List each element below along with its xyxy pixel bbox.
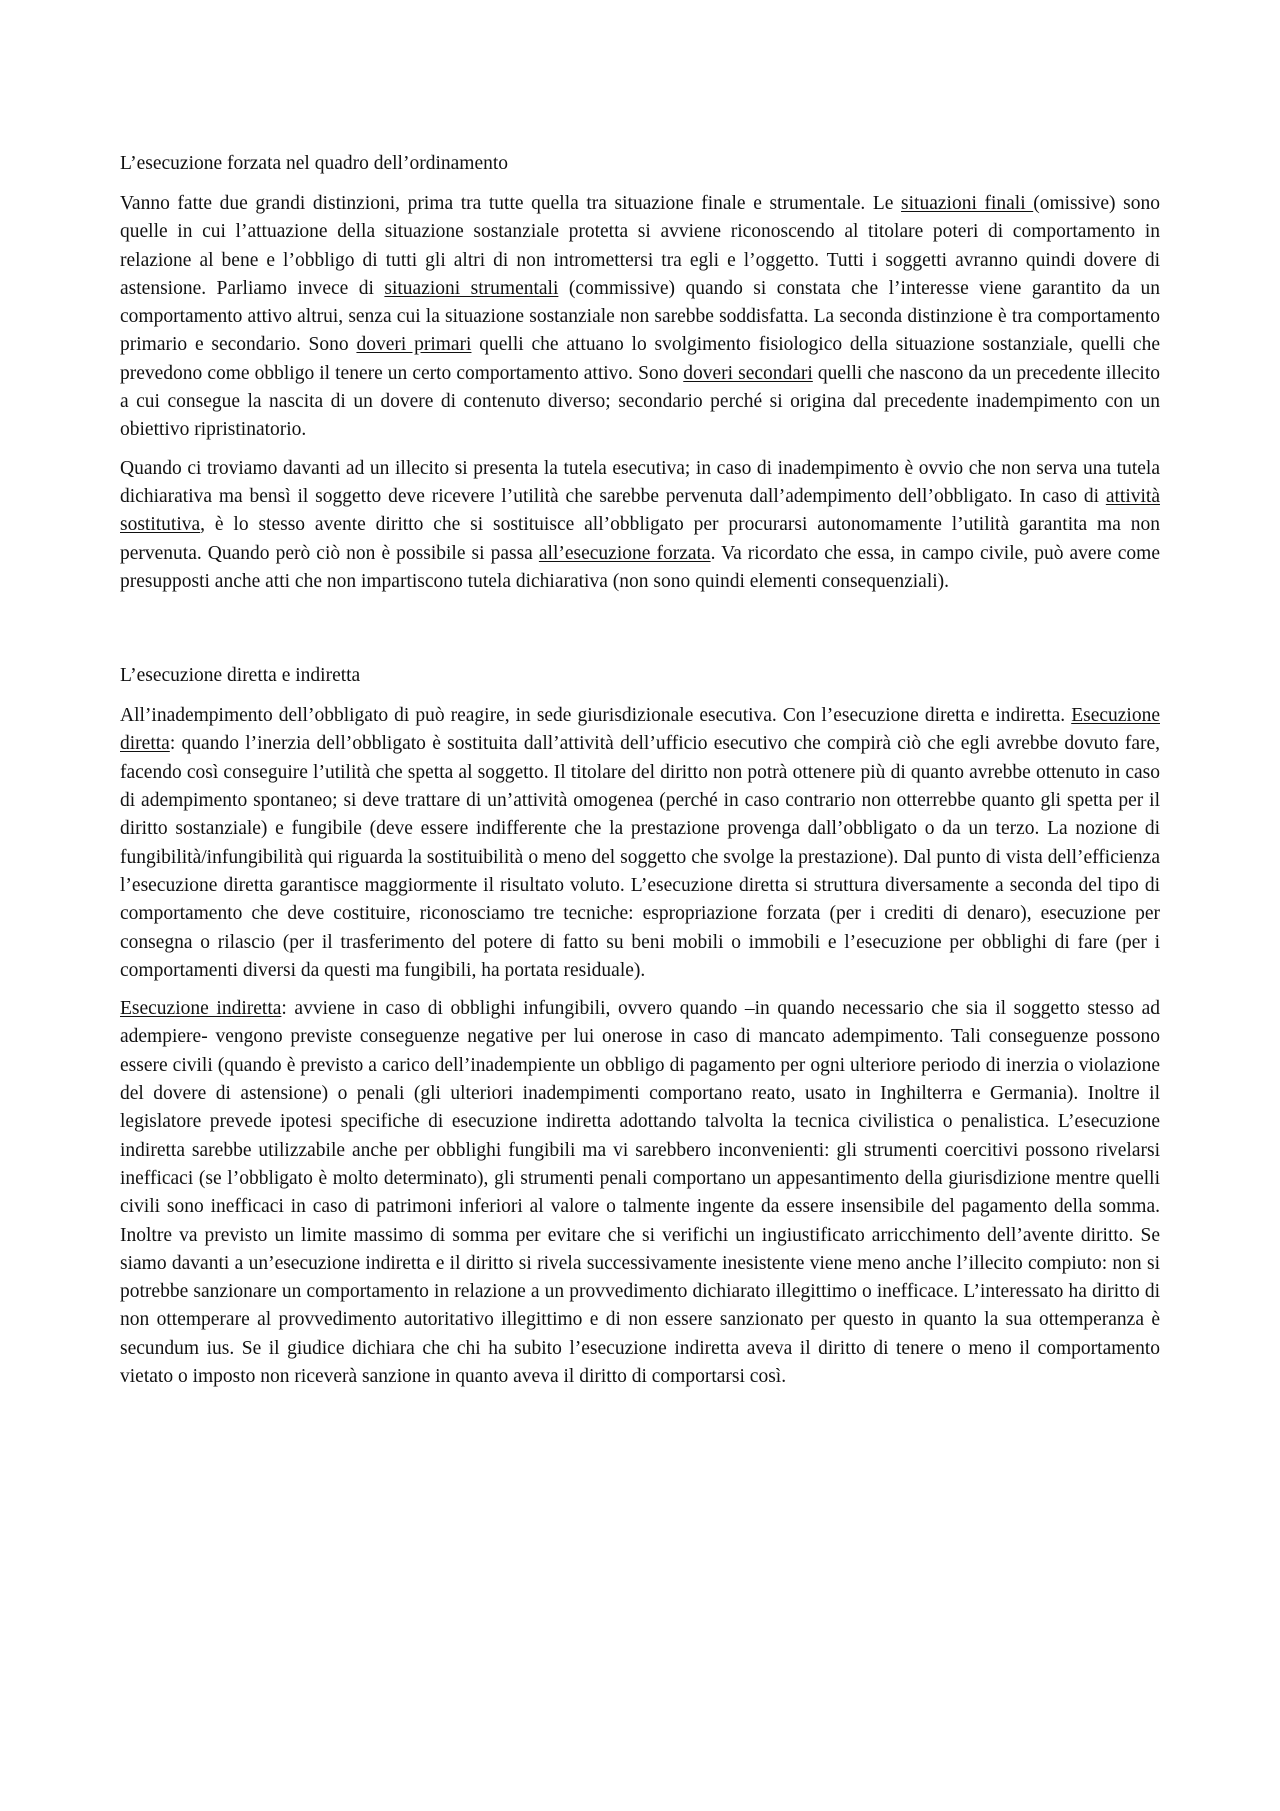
document-page — [120, 150, 1160, 1401]
text-run: Vanno fatte due grandi distinzioni, prima tra tutte quella tra situazione finale e strumentale. Le — [120, 193, 902, 214]
text-run: , è lo stesso avente diritto che si sostituisce all’obbligato per procurarsi autonomamente l’utilità garantita ma non pervenuta. Quando però ciò non è possibile si passa — [120, 514, 1160, 564]
underlined-term-situazioni-finali: situazioni finali — [901, 193, 1034, 214]
underlined-term-attivita-sostitutiva: attività sostitutiva — [120, 485, 1160, 536]
section-heading-esecuzione-forzata: L’esecuzione forzata nel quadro dell’ordinamento — [120, 153, 509, 174]
text-run: quelli che nascono da un precedente illecito a cui consegue la nascita di un dovere di contenuto diverso; secondario perché si origina dal precedente inadempimento con un obiettivo ripristinatorio. — [120, 362, 1160, 441]
section-spacer — [120, 606, 1160, 662]
paragraph-esecuzione-indiretta — [120, 995, 1160, 1391]
text-run: . Va ricordato che essa, in campo civile, può avere come presupposti anche atti che non impartiscono tutela dichiarativa (non sono quindi elementi consequenziali). — [120, 542, 1160, 592]
text-run: (omissive) sono quelle in cui l’attuazione della situazione sostanziale protetta si avviene riconoscendo al titolare poteri di comportamento in relazione al bene e l’obbligo di tutti gli altri di non intromettersi tra egli e l’oggetto. Tutti i soggetti avranno quindi dovere di astensione. Parliamo invece di — [120, 193, 1160, 299]
section-heading-esecuzione-diretta-indiretta: L’esecuzione diretta e indiretta — [120, 665, 361, 687]
underlined-term-esecuzione-forzata: all’esecuzione forzata — [538, 542, 711, 564]
paragraph-esecuzione-diretta — [120, 702, 1160, 985]
underlined-term-doveri-secondari: doveri secondari — [683, 362, 813, 384]
text-run: All’inadempimento dell’obbligato di può reagire, in sede giurisdizionale esecutiva. Con l’esecuzione diretta e indiretta. — [120, 705, 1072, 727]
text-run: Quando ci troviamo davanti ad un illecito si presenta la tutela esecutiva; in caso di inadempimento è ovvio che non serva una tutela dichiarativa ma bensì il soggetto deve ricevere l’utilità che sarebbe pervenuta dall’adempimento dell’obbligato. In caso di — [120, 457, 1160, 507]
paragraph-situazioni — [120, 190, 1160, 445]
underlined-term-esecuzione-diretta: Esecuzione diretta — [120, 705, 1160, 755]
paragraph-tutela-esecutiva — [120, 455, 1160, 596]
text-run: (commissive) quando si constata che l’interesse viene garantito da un comportamento attivo altrui, senza cui la situazione sostanziale non sarebbe soddisfatta. La seconda distinzione è tra comportamento primario e secondario. Sono — [120, 277, 1160, 356]
underlined-term-situazioni-strumentali: situazioni strumentali — [384, 277, 559, 299]
underlined-term-esecuzione-indiretta: Esecuzione indiretta — [120, 998, 282, 1020]
underlined-term-doveri-primari: doveri primari — [356, 334, 472, 356]
text-run: quelli che attuano lo svolgimento fisiologico della situazione sostanziale, quelli che prevedono come obbligo il tenere un certo comportamento attivo. Sono — [120, 334, 1160, 384]
text-run: : quando l’inerzia dell’obbligato è sostituita dall’attività dell’ufficio esecutivo che compirà ciò che egli avrebbe dovuto fare, facendo così conseguire l’utilità che spetta al soggetto. Il titolare del diritto non potrà ottenere più di quanto avrebbe ottenuto in caso di adempimento spontaneo; si deve trattare di un’attività omogenea (perché in caso contrario non otterrebbe quanto gli spetta per il diritto sostanziale) e fungibile (deve essere indifferente che la prestazione provenga dall’obbligato o da un terzo. La nozione di fungibilità/infungibilità qui riguarda la sostituibilità o meno del soggetto che svolge la prestazione). Dal punto di vista dell’efficienza l’esecuzione diretta garantisce maggiormente il risultato voluto. L’esecuzione diretta si struttura diversamente a seconda del tipo di comportamento che deve costituire, riconosciamo tre tecniche: espropriazione forzata (per i crediti di denaro), esecuzione per consegna o rilascio (per il trasferimento del potere di fatto su beni mobili o immobili e l’esecuzione per obblighi di fare (per i comportamenti diversi da questi ma fungibili, ha portata residuale). — [120, 733, 1160, 981]
text-run: : avviene in caso di obblighi infungibili, ovvero quando –in quando necessario che sia il soggetto stesso ad adempiere- vengono previste conseguenze negative per lui onerose in caso di mancato adempimento. Tali conseguenze possono essere civili (quando è previsto a carico dell’inadempiente un obbligo di pagamento per ogni ulteriore periodo di inerzia o violazione del dovere di astensione) o penali (gli ulteriori inadempimenti comportano reato, usato in Inghilterra e Germania). Inoltre il legislatore prevede ipotesi specifiche di esecuzione indiretta adottando talvolta la tecnica civilistica o penalistica. L’esecuzione indiretta sarebbe utilizzabile anche per obblighi fungibili ma vi sarebbero inconvenienti: gli strumenti coercitivi possono rivelarsi inefficaci (se l’obbligato è molto determinato), gli strumenti penali comportano un appesantimento della giurisdizione mentre quelli civili sono inefficaci in caso di patrimoni inferiori al valore o talmente ingente da essere insensibile del pagamento della somma. Inoltre va previsto un limite massimo di somma per evitare che si verifichi un ingiustificato arricchimento dell’avente diritto. Se siamo davanti a un’esecuzione indiretta e il diritto si rivela successivamente inesistente viene meno anche l’illecito compiuto: non si potrebbe sanzionare un comportamento in relazione a un provvedimento dichiarato illegittimo o inefficace. L’interessato ha diritto di non ottemperare al provvedimento autoritativo illegittimo e di non essere sanzionato per questo in quanto la sua ottemperanza è secundum ius. Se il giudice dichiara che chi ha subito l’esecuzione indiretta aveva il diritto di tenere o meno il comportamento vietato o imposto non riceverà sanzione in quanto aveva il diritto di comportarsi così. — [120, 998, 1160, 1387]
